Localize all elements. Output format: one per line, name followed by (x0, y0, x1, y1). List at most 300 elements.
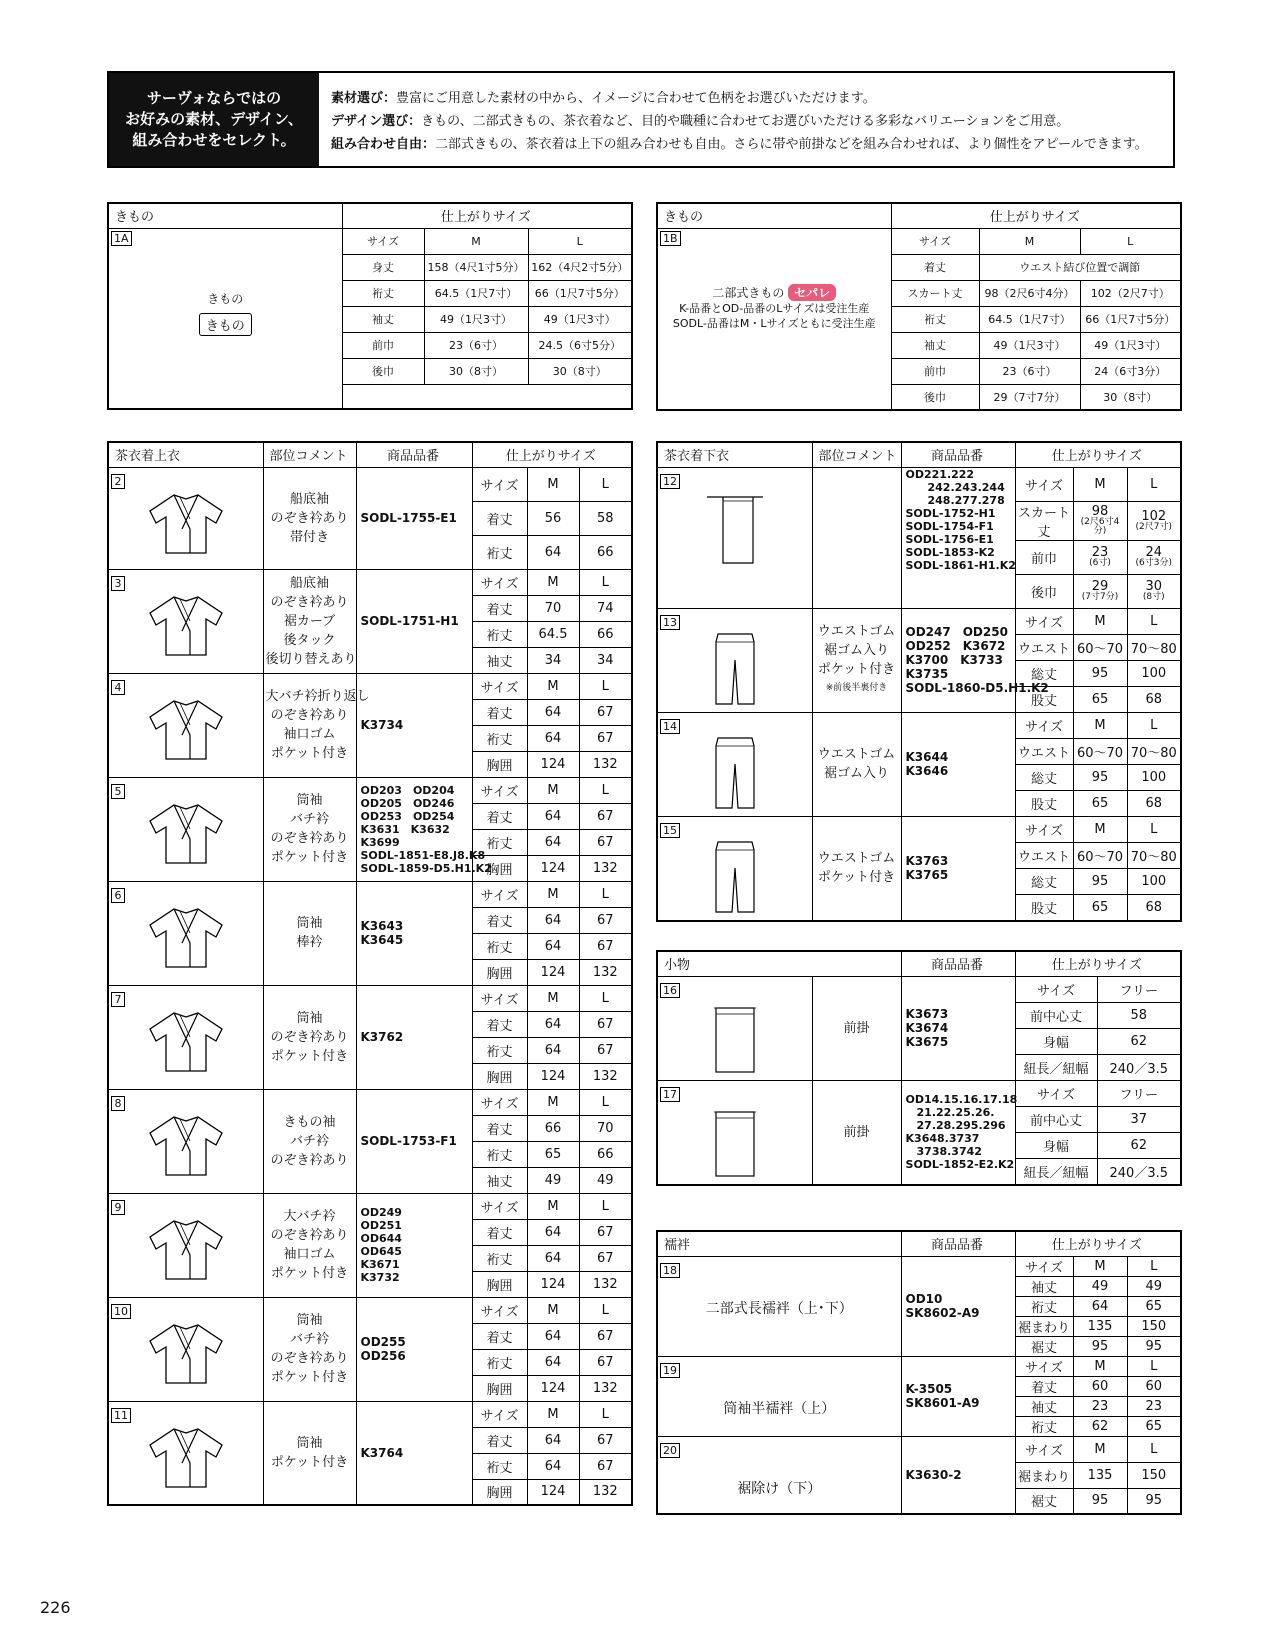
size-row (657, 608, 1181, 634)
size-value: 49 (527, 1167, 579, 1193)
size-row (657, 1256, 1181, 1276)
item-name: 筒袖半襦袢（上） (723, 1400, 836, 1417)
size-label: サイズ (1015, 1256, 1073, 1276)
kimono-a-table: きもの 仕上がりサイズ 1A きもの きもの サイズ M L 身丈 158（4尺1寸5分） 162（4尺2寸5分） 裄丈 64.5（1尺7寸） 66（1尺7寸5分） 袖丈 49（1尺3寸） 49（1尺3寸） 前巾 23（6寸） 24.5（6寸5分） 後巾 30（8寸） 30（8寸） (107, 202, 633, 410)
garment-illustration (660, 489, 810, 569)
size-value: M (527, 881, 579, 907)
upper-garment-table: 茶衣着上衣 部位コメント 商品品番 仕上がりサイズ 2 船底袖 のぞき衿あり 帯付き SODL-1755-E1 サイズ M L 着丈 56 58 裄丈 64 66 3 船底袖 のぞき衿あり 裾カーブ 後タック 後切り替えあり SODL-1751-H1 サイズ M L 着丈 70 74 裄丈 64.5 66 袖丈 34 34 4 大バチ衿折り返し のぞき衿あり 袖口ゴム ポケット付き K3734 サイズ M L 着丈 64 67 裄丈 64 67 胸囲 124 132 5 筒袖 バチ衿 のぞき衿あり ポケット付き OD203 OD204 OD205 OD246 OD253 OD254 K3631 K3632 K3699 SODL-1851-E8.J8.K8 SODL-1859-D5.H1.K2 サイズ M L 着丈 64 67 裄丈 64 67 胸囲 124 132 6 筒袖 棒衿 K3643 K3645 サイズ M L 着丈 64 67 裄丈 64 67 胸囲 124 132 7 筒袖 のぞき衿あり ポケット付き K3762 サイズ M L 着丈 64 67 裄丈 64 67 胸囲 124 132 8 きもの袖 バチ衿 のぞき衿あり SODL-1753-F1 サイズ M L 着丈 66 70 裄丈 65 66 袖丈 49 49 9 大バチ衿 のぞき衿あり 袖口ゴム ポケット付き OD249 OD251 OD644 OD645 K3671 K3732 サイズ M L 着丈 64 67 裄丈 64 67 胸囲 124 132 10 筒袖 バチ衿 のぞき衿あり ポケット付き OD255 OD256 サイズ M L 着丈 64 67 裄丈 64 67 胸囲 124 132 11 筒袖 ポケット付き K3764 サイズ M L 着丈 64 67 裄丈 64 67 胸囲 124 132 (107, 441, 633, 1506)
size-value: 62 (1073, 1416, 1127, 1436)
size-value: 58 (1097, 1002, 1181, 1028)
garment-illustration (111, 1423, 261, 1493)
size-label: 裄丈 (472, 1349, 527, 1375)
size-value: 65 (1073, 790, 1127, 816)
size-value: 29 (7寸7分) (1073, 574, 1127, 608)
size-value: 64 (527, 803, 579, 829)
product-code: K-3505 SK8601-A9 (901, 1356, 1015, 1436)
size-value: 23 (1073, 1396, 1127, 1416)
size-value: L (1127, 816, 1181, 842)
size-row (108, 1089, 632, 1115)
size-label: 裄丈 (472, 1141, 527, 1167)
size-value: L (579, 673, 632, 699)
item-number: 17 (660, 1087, 680, 1102)
item-number: 13 (660, 615, 680, 630)
size-value: 67 (579, 1427, 632, 1453)
size-label: 前中心丈 (1015, 1106, 1097, 1132)
size-value: 58 (579, 501, 632, 535)
size-label: 裾丈 (1015, 1488, 1073, 1514)
size-value: 49 (579, 1167, 632, 1193)
size-row (657, 816, 1181, 842)
size-value: L (579, 1089, 632, 1115)
product-code: OD14.15.16.17.18 21.22.25.26. 27.28.295.296 K3648.3737 3738.3742 SODL-1852-E2.K2 (901, 1080, 1015, 1185)
size-value: 64 (527, 1323, 579, 1349)
item-illustration-cell (108, 1401, 263, 1505)
size-label: 着丈 (472, 501, 527, 535)
size-value: 23 (6寸) (1073, 540, 1127, 574)
item-number: 4 (111, 680, 125, 695)
size-value: 34 (579, 647, 632, 673)
size-label: 身幅 (1015, 1132, 1097, 1158)
item-illustration-cell (657, 712, 812, 816)
part-comment: 筒袖 ポケット付き (263, 1401, 356, 1505)
part-comment: 前掛 (812, 976, 901, 1080)
part-comment: 筒袖 バチ衿 のぞき衿あり ポケット付き (263, 777, 356, 881)
size-value: 98 (2尺6寸4分) (1073, 501, 1127, 540)
product-code: K3763 K3765 (901, 816, 1015, 921)
item-number: 18 (660, 1263, 680, 1278)
size-value: 124 (527, 1375, 579, 1401)
size-value: M (527, 673, 579, 699)
size-value: 56 (527, 501, 579, 535)
size-value: 70 (579, 1115, 632, 1141)
size-label: 裾まわり (1015, 1316, 1073, 1336)
size-label: 後巾 (1015, 574, 1073, 608)
size-value: フリー (1097, 1080, 1181, 1106)
size-value: 30 (8寸) (1127, 574, 1181, 608)
size-value: M (1073, 1356, 1127, 1376)
size-value: 67 (579, 1453, 632, 1479)
size-label: 身幅 (1015, 1028, 1097, 1054)
product-code: OD221.222 242.243.244 248.277.278 SODL-1752-H1 SODL-1754-F1 SODL-1756-E1 SODL-1853-K2 SODL-1861-H1.K2 (901, 467, 1015, 608)
size-row (657, 712, 1181, 738)
size-value: 67 (579, 803, 632, 829)
size-value: 65 (1127, 1416, 1181, 1436)
size-value: M (1073, 1256, 1127, 1276)
item-number: 8 (111, 1096, 125, 1111)
garment-illustration (660, 734, 810, 814)
part-comment: 船底袖 のぞき衿あり 裾カーブ 後タック 後切り替えあり (263, 569, 356, 673)
item-illustration-cell (108, 881, 263, 985)
garment-illustration (111, 1319, 261, 1389)
size-value: 95 (1073, 1336, 1127, 1356)
item-number: 14 (660, 719, 680, 734)
product-code: SODL-1753-F1 (356, 1089, 472, 1193)
item-illustration-cell (657, 1080, 812, 1185)
size-label: 裄丈 (472, 725, 527, 751)
part-comment: ウエストゴム 裾ゴム入り ポケット付き ※前後半裏付き (812, 608, 901, 712)
size-value: 64 (527, 1349, 579, 1375)
item-illustration-cell (657, 608, 812, 712)
size-value: 102 (2尺7寸) (1127, 501, 1181, 540)
size-value: M (1073, 816, 1127, 842)
size-label: サイズ (1015, 467, 1073, 501)
size-label: サイズ (472, 673, 527, 699)
size-value: 64 (527, 1427, 579, 1453)
item-name: 二部式長襦袢（上･下） (705, 1300, 853, 1317)
product-code: K3630-2 (901, 1436, 1015, 1514)
size-label: 胸囲 (472, 751, 527, 777)
size-value: 132 (579, 1479, 632, 1505)
product-code: OD247 OD250 OD252 K3672 K3700 K3733 K3735 SODL-1860-D5.H1.K2 (901, 608, 1015, 712)
size-row (108, 1193, 632, 1219)
size-value: L (579, 569, 632, 595)
size-label: サイズ (472, 1089, 527, 1115)
size-label: サイズ (472, 467, 527, 501)
intro-heading: サーヴォならではの お好みの素材、デザイン、 組み合わせをセレクト。 (109, 73, 319, 166)
size-label: 股丈 (1015, 686, 1073, 712)
size-value: 132 (579, 751, 632, 777)
size-label: 袖丈 (472, 1167, 527, 1193)
size-value: 62 (1097, 1028, 1181, 1054)
garment-illustration (660, 998, 810, 1078)
garment-illustration (111, 1111, 261, 1181)
size-value: 60 (1127, 1376, 1181, 1396)
size-value: 65 (1127, 1296, 1181, 1316)
size-value: 135 (1073, 1316, 1127, 1336)
item-number: 9 (111, 1200, 125, 1215)
size-label: 着丈 (472, 803, 527, 829)
size-label: サイズ (1015, 1080, 1097, 1106)
size-value: L (579, 1401, 632, 1427)
part-comment: 大バチ衿 のぞき衿あり 袖口ゴム ポケット付き (263, 1193, 356, 1297)
size-row (108, 1401, 632, 1427)
part-comment: きもの袖 バチ衿 のぞき衿あり (263, 1089, 356, 1193)
part-comment: 前掛 (812, 1080, 901, 1185)
size-value: 95 (1073, 764, 1127, 790)
item-number: 2 (111, 474, 125, 489)
garment-illustration (660, 630, 810, 710)
size-value: 60〜70 (1073, 738, 1127, 764)
garment-illustration (111, 1215, 261, 1285)
size-value: 65 (527, 1141, 579, 1167)
item-illustration-cell (657, 816, 812, 921)
size-value: 64 (527, 1011, 579, 1037)
item-illustration-cell (108, 1089, 263, 1193)
size-label: サイズ (472, 1193, 527, 1219)
size-value: M (527, 1193, 579, 1219)
garment-illustration (111, 1007, 261, 1077)
size-value: 65 (1073, 686, 1127, 712)
garment-illustration (111, 695, 261, 765)
size-value: 70〜80 (1127, 634, 1181, 660)
size-value: 65 (1073, 894, 1127, 920)
size-value: 67 (579, 1245, 632, 1271)
product-code: OD203 OD204 OD205 OD246 OD253 OD254 K3631 K3632 K3699 SODL-1851-E8.J8.K8 SODL-1859-D5.H1.K2 (356, 777, 472, 881)
kimono-b-table: きもの 仕上がりサイズ 1B 二部式きもの セパレ K-品番とOD-品番のLサイズは受注生産 SODL-品番はM・Lサイズともに受注生産 サイズ M L 着丈 ウエスト結び位置で調節 スカート丈 98（2尺6寸4分） 102（2尺7寸） 裄丈 64.5（1尺7寸） 66（1尺7寸5分） 袖丈 49（1尺3寸） 49（1尺3寸） 前巾 23（6寸） 24（6寸3分） 後巾 29（7寸7分） 30（8寸） (656, 202, 1182, 411)
size-value: M (527, 777, 579, 803)
item-number: 15 (660, 823, 680, 838)
size-label: 袖丈 (1015, 1276, 1073, 1296)
section-title: きもの (108, 203, 342, 228)
size-value: 240／3.5 (1097, 1158, 1181, 1184)
size-value: 70〜80 (1127, 738, 1181, 764)
part-comment: ウエストゴム ポケット付き (812, 816, 901, 921)
size-value: 67 (579, 1011, 632, 1037)
product-code: OD10 SK8602-A9 (901, 1256, 1015, 1356)
size-value: 70 (527, 595, 579, 621)
size-label: サイズ (1015, 1436, 1073, 1462)
size-value: 67 (579, 1323, 632, 1349)
size-value: 60 (1073, 1376, 1127, 1396)
garment-illustration (111, 591, 261, 661)
size-value: 66 (527, 1115, 579, 1141)
intro-line: 素材選び：豊富にご用意した素材の中から、イメージに合わせて色柄をお選びいただけます。 (331, 91, 876, 106)
part-comment: 筒袖 のぞき衿あり ポケット付き (263, 985, 356, 1089)
size-label: 着丈 (472, 907, 527, 933)
part-comment: 船底袖 のぞき衿あり 帯付き (263, 467, 356, 569)
size-label: 裄丈 (472, 621, 527, 647)
size-value: 60〜70 (1073, 634, 1127, 660)
size-label: サイズ (1015, 608, 1073, 634)
size-value: 132 (579, 1063, 632, 1089)
size-value: 62 (1097, 1132, 1181, 1158)
size-value: 67 (579, 1219, 632, 1245)
size-value: L (1127, 1356, 1181, 1376)
size-label: 袖丈 (472, 647, 527, 673)
product-code: K3673 K3674 K3675 (901, 976, 1015, 1080)
part-comment: 筒袖 棒衿 (263, 881, 356, 985)
size-value: 64 (527, 907, 579, 933)
item-illustration-cell (108, 467, 263, 569)
size-label: スカート丈 (1015, 501, 1073, 540)
size-label: サイズ (1015, 712, 1073, 738)
size-value: 67 (579, 725, 632, 751)
size-value: 95 (1127, 1488, 1181, 1514)
intro-line: デザイン選び：きもの、二部式きもの、茶衣着など、目的や職種に合わせてお選びいただける多彩なバリエーションをご用意。 (331, 114, 1070, 129)
size-value: M (527, 1297, 579, 1323)
size-value: 64 (527, 535, 579, 569)
size-value: M (1073, 467, 1127, 501)
size-label: 胸囲 (472, 959, 527, 985)
garment-illustration (111, 489, 261, 559)
size-row (108, 985, 632, 1011)
item-illustration-cell (108, 569, 263, 673)
part-comment: 大バチ衿折り返し のぞき衿あり 袖口ゴム ポケット付き (263, 673, 356, 777)
size-label: 裄丈 (1015, 1296, 1073, 1316)
size-value: 64 (527, 933, 579, 959)
size-value: 37 (1097, 1106, 1181, 1132)
size-row (108, 777, 632, 803)
size-label: サイズ (472, 1401, 527, 1427)
size-value: 49 (1073, 1276, 1127, 1296)
kimono-tag: きもの (199, 313, 252, 336)
undergarment-table: 襦袢 商品品番 仕上がりサイズ 18 二部式長襦袢（上･下） OD10 SK8602-A9 サイズ M L 袖丈 49 49 裄丈 64 65 裾まわり 135 150 裾丈 95 95 19 筒袖半襦袢（上） K-3505 SK8601-A9 サイズ M L 着丈 60 60 袖丈 23 23 裄丈 62 65 20 裾除け（下） K3630-2 サイズ M L 裾まわり 135 150 裾丈 95 95 (656, 1230, 1182, 1515)
size-value: 132 (579, 1375, 632, 1401)
size-label: 裄丈 (472, 1453, 527, 1479)
size-label: 総丈 (1015, 660, 1073, 686)
size-label: 着丈 (472, 1427, 527, 1453)
size-label: 着丈 (472, 595, 527, 621)
size-value: 95 (1127, 1336, 1181, 1356)
item-illustration-cell (657, 976, 812, 1080)
size-value: M (527, 467, 579, 501)
item-illustration-cell (108, 1193, 263, 1297)
size-value: 67 (579, 907, 632, 933)
garment-illustration (660, 1102, 810, 1182)
lower-garment-table: 茶衣着下衣 部位コメント 商品品番 仕上がりサイズ 12 OD221.222 242.243.244 248.277.278 SODL-1752-H1 SODL-1754-F1 SODL-1756-E1 SODL-1853-K2 SODL-1861-H1.K2 サイズ M L スカート丈 98 (2尺6寸4分) 102 (2尺7寸) 前巾 23 (6寸) 24 (6寸3分) 後巾 29 (7寸7分) 30 (8寸) 13 ウエストゴム 裾ゴム入り ポケット付き ※前後半裏付き OD247 OD250 OD252 K3672 K3700 K3733 K3735 SODL-1860-D5.H1.K2 サイズ M L ウエスト 60〜70 70〜80 総丈 95 100 股丈 65 68 14 ウエストゴム 裾ゴム入り K3644 K3646 サイズ M L ウエスト 60〜70 70〜80 総丈 95 100 股丈 65 68 15 ウエストゴム ポケット付き K3763 K3765 サイズ M L ウエスト 60〜70 70〜80 総丈 95 100 股丈 65 68 (656, 441, 1182, 922)
item-number: 3 (111, 576, 125, 591)
size-value: L (1127, 1256, 1181, 1276)
size-label: 総丈 (1015, 764, 1073, 790)
size-value: 95 (1073, 1488, 1127, 1514)
size-label: 裄丈 (472, 933, 527, 959)
size-value: 66 (579, 1141, 632, 1167)
size-value: 150 (1127, 1316, 1181, 1336)
size-label: 着丈 (472, 699, 527, 725)
size-row (657, 1080, 1181, 1106)
size-value: 124 (527, 751, 579, 777)
size-label: ウエスト (1015, 634, 1073, 660)
size-value: L (579, 777, 632, 803)
intro-box (107, 71, 1175, 168)
size-value: 240／3.5 (1097, 1054, 1181, 1080)
size-value: 34 (527, 647, 579, 673)
item-number: 20 (660, 1443, 680, 1458)
size-label: サイズ (472, 881, 527, 907)
size-value: L (579, 467, 632, 501)
size-label: 胸囲 (472, 1375, 527, 1401)
size-label: 股丈 (1015, 790, 1073, 816)
item-name: 裾除け（下） (737, 1480, 822, 1497)
product-code: K3762 (356, 985, 472, 1089)
product-code: OD255 OD256 (356, 1297, 472, 1401)
size-value: 74 (579, 595, 632, 621)
size-value: M (1073, 712, 1127, 738)
size-label: サイズ (472, 777, 527, 803)
size-value: L (1127, 712, 1181, 738)
size-label: サイズ (472, 985, 527, 1011)
size-value: 24 (6寸3分) (1127, 540, 1181, 574)
size-row (108, 1297, 632, 1323)
size-value: L (1127, 608, 1181, 634)
size-label: 裄丈 (472, 535, 527, 569)
size-label: サイズ (472, 1297, 527, 1323)
size-row (657, 976, 1181, 1002)
item-number: 10 (111, 1304, 131, 1319)
size-value: 124 (527, 1063, 579, 1089)
size-label: 裄丈 (472, 829, 527, 855)
size-label: 裾まわり (1015, 1462, 1073, 1488)
product-code: K3644 K3646 (901, 712, 1015, 816)
size-label: サイズ (1015, 816, 1073, 842)
item-number: 19 (660, 1363, 680, 1378)
size-value: L (579, 1193, 632, 1219)
size-value: 124 (527, 959, 579, 985)
separate-badge: セパレ (788, 284, 836, 301)
product-code: OD249 OD251 OD644 OD645 K3671 K3732 (356, 1193, 472, 1297)
size-label: 前中心丈 (1015, 1002, 1097, 1028)
item-illustration-cell (108, 673, 263, 777)
size-value: 64 (527, 1245, 579, 1271)
item-illustration-cell (657, 1436, 901, 1514)
size-label: 胸囲 (472, 855, 527, 881)
size-value: M (527, 569, 579, 595)
size-value: 68 (1127, 894, 1181, 920)
size-row (657, 467, 1181, 501)
size-value: L (579, 1297, 632, 1323)
size-row (108, 881, 632, 907)
garment-illustration (111, 799, 261, 869)
size-value: 67 (579, 1037, 632, 1063)
intro-text (319, 73, 1160, 166)
item-number: 16 (660, 983, 680, 998)
size-value: L (1127, 467, 1181, 501)
size-value: 124 (527, 855, 579, 881)
size-label: 着丈 (472, 1219, 527, 1245)
product-code: K3764 (356, 1401, 472, 1505)
size-value: 23 (1127, 1396, 1181, 1416)
size-row (657, 1436, 1181, 1462)
item-illustration-cell (657, 1256, 901, 1356)
size-label: 着丈 (472, 1011, 527, 1037)
size-value: 67 (579, 699, 632, 725)
size-value: M (527, 1089, 579, 1115)
size-value: フリー (1097, 976, 1181, 1002)
size-value: 64 (527, 1037, 579, 1063)
part-comment (812, 467, 901, 608)
size-value: L (1127, 1436, 1181, 1462)
size-value: L (579, 881, 632, 907)
size-value: 95 (1073, 868, 1127, 894)
size-value: 132 (579, 1271, 632, 1297)
size-row (108, 673, 632, 699)
intro-line: 組み合わせ自由：二部式きもの、茶衣着は上下の組み合わせも自由。さらに帯や前掛などを組み合わせれば、より個性をアピールできます。 (331, 137, 1148, 152)
size-label: 紐長／紐幅 (1015, 1158, 1097, 1184)
item-number: 12 (660, 474, 680, 489)
size-label: 紐長／紐幅 (1015, 1054, 1097, 1080)
item-illustration-cell (657, 1356, 901, 1436)
size-value: 64 (527, 1219, 579, 1245)
part-comment: 筒袖 バチ衿 のぞき衿あり ポケット付き (263, 1297, 356, 1401)
size-label: 裄丈 (472, 1245, 527, 1271)
size-row (108, 467, 632, 501)
size-label: 着丈 (472, 1115, 527, 1141)
size-row (657, 1356, 1181, 1376)
size-label: 胸囲 (472, 1271, 527, 1297)
item-illustration-cell (657, 467, 812, 608)
item-illustration-cell (108, 1297, 263, 1401)
size-value: L (579, 985, 632, 1011)
size-value: 132 (579, 855, 632, 881)
item-number: 6 (111, 888, 125, 903)
item-number: 5 (111, 784, 125, 799)
size-label: 着丈 (472, 1323, 527, 1349)
garment-illustration (660, 838, 810, 918)
size-value: 124 (527, 1271, 579, 1297)
size-value: 95 (1073, 660, 1127, 686)
size-value: 64.5 (527, 621, 579, 647)
accessories-table: 小物 商品品番 仕上がりサイズ 16 前掛 K3673 K3674 K3675 サイズ フリー 前中心丈 58 身幅 62 紐長／紐幅 240／3.5 17 前掛 OD14.15.16.17.18 21.22.25.26. 27.28.295.296 K3648.3737 3738.3742 SODL-1852-E2.K2 サイズ フリー 前中心丈 37 身幅 62 紐長／紐幅 240／3.5 (656, 950, 1182, 1186)
size-label: 裄丈 (1015, 1416, 1073, 1436)
size-label: 前巾 (1015, 540, 1073, 574)
size-value: 66 (579, 621, 632, 647)
size-label: 胸囲 (472, 1063, 527, 1089)
size-label: サイズ (1015, 1356, 1073, 1376)
item-illustration-cell (108, 777, 263, 881)
size-value: 132 (579, 959, 632, 985)
size-label: サイズ (472, 569, 527, 595)
size-label: 裄丈 (472, 1037, 527, 1063)
